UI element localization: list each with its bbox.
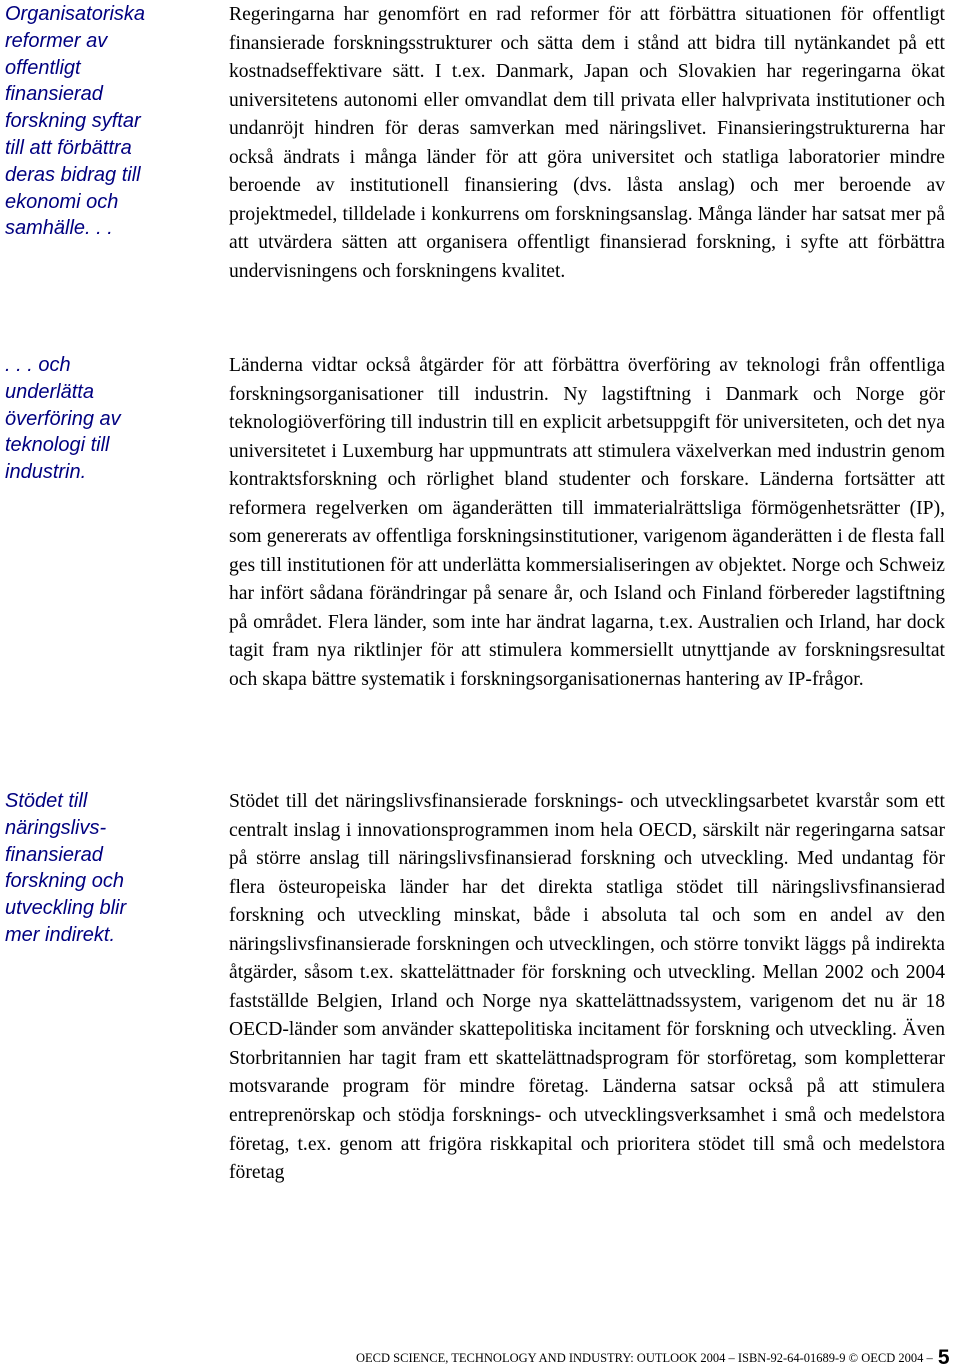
body-paragraph: Stödet till det näringslivsfinansierade forsknings- och utvecklingsarbetet kvarstår som ett centralt inslag i innovationsprogrammen inom hela OECD, särskilt när regeringarna satsar på större anslag till näringslivsfinansierad forskning och utveckling. Med undantag för flera östeuropeiska länder har det direkta statliga stödet till näringslivsfinansierad forskning och utveckling minskat, både i absoluta tal och som en andel av den näringslivsfinansierade forskningen och utvecklingen, och större tonvikt läggs på indirekta åtgärder, såsom t.ex. skattelättnader för forskning och utveckling. Mellan 2002 och 2004 fastställde Belgien, Irland och Norge nya skattelättnadssystem, varigenom det nu är 18 OECD-länder som använder skattepolitiska incitament för forskning och utveckling. Även Storbritannien har tagit fram ett skattelättnadsprogram för storföretag, som kompletterar motsvarande program för mindre företag. Länderna satsar också på att stimulera entreprenörskap och stödja forsknings- och utvecklingsverksamhet i små och medelstora företag, t.ex. genom att frigöra riskkapital och prioritera stödet till små och medelstora företag <box>229 791 945 1184</box>
margin-note: Stödet till näringslivs-finansierad forskning och utveckling blir mer indirekt. <box>5 790 127 946</box>
footer-text: OECD SCIENCE, TECHNOLOGY AND INDUSTRY: OUTLOOK 2004 – ISBN-92-64-01689-9 © OECD 2004 – <box>356 1351 933 1365</box>
body-paragraph: Länderna vidtar också åtgärder för att förbättra överföring av teknologi från offentliga forskningsorganisationer till industrin. Ny lagstiftning i Danmark och Norge gör teknologiöverföring till industrin till en explicit arbetsuppgift för universiteten, och det nya universitetet i Luxemburg har uppmuntrats att stimulera växelverkan med industrin genom kontraktsforskning och rörlighet bland studenter och forskare. Länderna fortsätter att reformera regelverken om äganderätten till immaterialrättsliga förmögenhetsrätter (IP), som genererats av offentliga forskningsinstitutioner, varigenom äganderätten i de flesta fall ges till institutionen för att underlätta kommersialiseringen av objektet. Norge och Schweiz har infört sådana förändringar på senare år, och Island och Finland förbereder lagstiftning på området. Flera länder, som inte har ändrat lagarna, t.ex. Australien och Irland, har dock tagit fram nya riktlinjer för att stimulera kommersiellt utnyttjande av forskningsresultat och skapa bättre systematik i forskningsorganisationernas hantering av IP-frågor. <box>229 355 945 691</box>
body-paragraph: Regeringarna har genomfört en rad reformer för att förbättra situationen för offentligt finansierade forskningsstrukturer och sätta dem i stånd att bidra till nytänkandet på ett kostnadseffektivare sätt. I t.ex. Danmark, Japan och Slovakien har regeringarna ökat universitetens autonomi eller omvandlat dem till privata eller halvprivata institutioner och undanröjt hindren för deras samverkan med näringslivet. Finansieringstrukturerna har också ändrats i många länder för att göra universitet och statliga laboratorier mindre beroende av institutionell finansiering (dvs. låsta anslag) och mer beroende av projektmedel, tilldelade i konkurrens om forskningsanslag. Många länder har satsat mer på att utvärdera sätten att organisera offentligt finansierad forskning, i syfte att förbättra undervisningens och forskningens kvalitet. <box>229 4 945 282</box>
page-footer <box>356 1346 960 1369</box>
margin-note: . . . och underlätta överföring av teknologi till industrin. <box>5 354 121 484</box>
page-number: 5 <box>937 1346 950 1369</box>
margin-note: Organisatoriska reformer av offentligt finansierad forskning syftar till att förbättra deras bidrag till ekonomi och samhälle. . . <box>5 3 146 240</box>
